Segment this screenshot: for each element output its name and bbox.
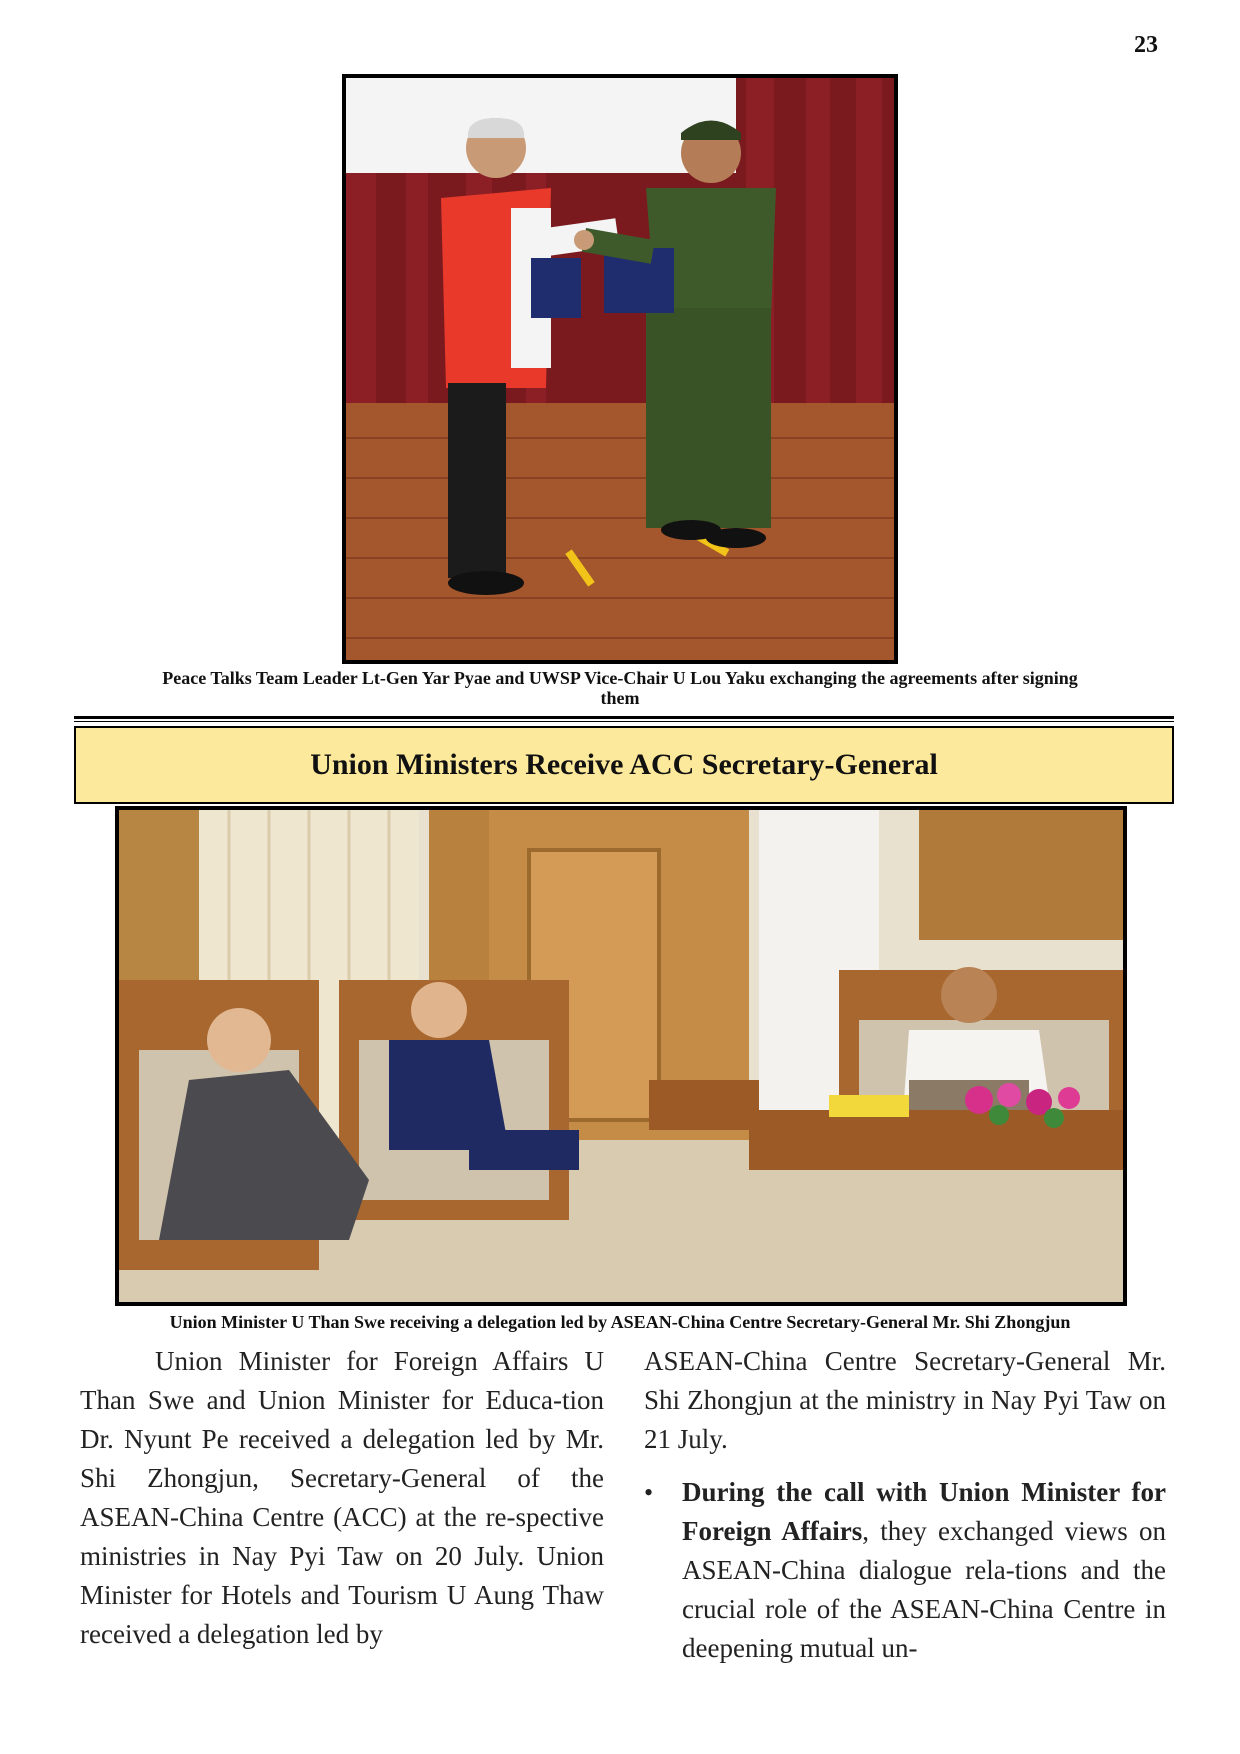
page-number: 23: [1134, 32, 1158, 58]
article-column-right: [644, 1342, 1166, 1668]
article-column-left: [80, 1342, 604, 1654]
agreement-exchange-photo: [342, 74, 898, 664]
photo-caption: Peace Talks Team Leader Lt-Gen Yar Pyae and UWSP Vice-Chair U Lou Yaku exchanging the agreements after signing them: [162, 668, 1078, 708]
photo-caption: Union Minister U Than Swe receiving a delegation led by ASEAN-China Centre Secretary-General Mr. Shi Zhongjun: [169, 1312, 1071, 1332]
bullet-point: [644, 1473, 1166, 1668]
bullet-lead: During the call with Union Minister for Foreign Affairs: [682, 1477, 1166, 1546]
article-paragraph-continued: ASEAN-China Centre Secretary-General Mr. Shi Zhongjun at the ministry in Nay Pyi Taw on 21 July.: [644, 1346, 1166, 1454]
bullet-icon: •: [644, 1478, 654, 1507]
section-headline: [74, 726, 1174, 804]
article-paragraph: Union Minister for Foreign Affairs U Than Swe and Union Minister for Educa-tion Dr. Nyunt Pe received a delegation led by Mr. Shi Zhongjun, Secretary-General of the ASEAN-China Centre (ACC) at the re-spective ministries in Nay Pyi Taw on 20 July. Union Minister for Hotels and Tourism U Aung Thaw received a delegation led by: [80, 1346, 604, 1649]
section-divider: [74, 716, 1174, 722]
bullet-text: , they exchanged views on ASEAN-China dialogue rela-tions and the crucial role of the ASEAN-China Centre in deepening mutual un-: [682, 1516, 1166, 1663]
headline-text: Union Ministers Receive ACC Secretary-General: [310, 748, 938, 781]
meeting-photo: [115, 806, 1127, 1306]
